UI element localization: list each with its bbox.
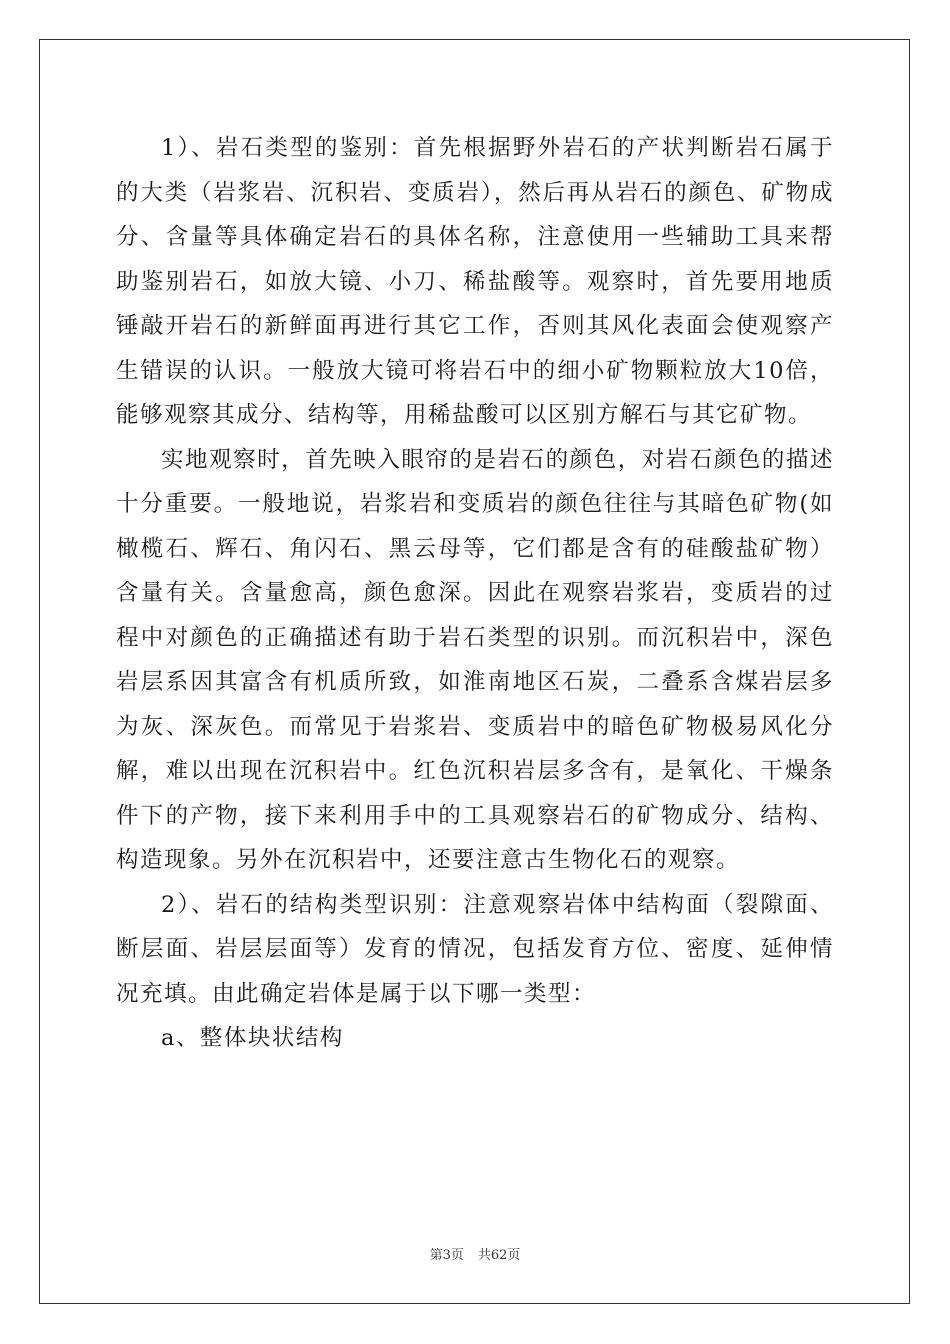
page-footer xyxy=(0,1244,950,1263)
paragraph-rock-structure-identification: 2）、岩石的结构类型识别：注意观察岩体中结构面（裂隙面、断层面、岩层层面等）发育的情况，包括发育方位、密度、延伸情况充填。由此确定岩体是属于以下哪一类型： xyxy=(116,891,834,1007)
total-pages: 共62页 xyxy=(477,1248,521,1263)
paragraph-structure-type-a: a、整体块状结构 xyxy=(161,1025,344,1051)
paragraph-rock-color-observation: 实地观察时，首先映入眼帘的是岩石的颜色，对岩石颜色的描述十分重要。一般地说，岩浆岩和变质岩的颜色往往与其暗色矿物(如橄榄石、辉石、角闪石、黑云母等，它们都是含有的硅酸盐矿物）含量有关。含量愈高，颜色愈深。因此在观察岩浆岩，变质岩的过程中对颜色的正确描述有助于岩石类型的识别。而沉积岩中，深色岩层系因其富含有机质所致，如淮南地区石炭，二叠系含煤岩层多为灰、深灰色。而常见于岩浆岩、变质岩中的暗色矿物极易风化分解，难以出现在沉积岩中。红色沉积岩层多含有，是氧化、干燥条件下的产物，接下来利用手中的工具观察岩石的矿物成分、结构、构造现象。另外在沉积岩中，还要注意古生物化石的观察。 xyxy=(116,446,834,873)
page-number: 第3页 xyxy=(429,1248,464,1263)
paragraph-rock-type-identification: 1）、岩石类型的鉴别：首先根据野外岩石的产状判断岩石属于的大类（岩浆岩、沉积岩、变质岩），然后再从岩石的颜色、矿物成分、含量等具体确定岩石的具体名称，注意使用一些辅助工具来帮助鉴别岩石，如放大镜、小刀、稀盐酸等。观察时，首先要用地质锤敲开岩石的新鲜面再进行其它工作，否则其风化表面会使观察产生错误的认识。一般放大镜可将岩石中的细小矿物颗粒放大10倍，能够观察其成分、结构等，用稀盐酸可以区别方解石与其它矿物。 xyxy=(116,135,834,428)
document-body xyxy=(116,126,834,1061)
